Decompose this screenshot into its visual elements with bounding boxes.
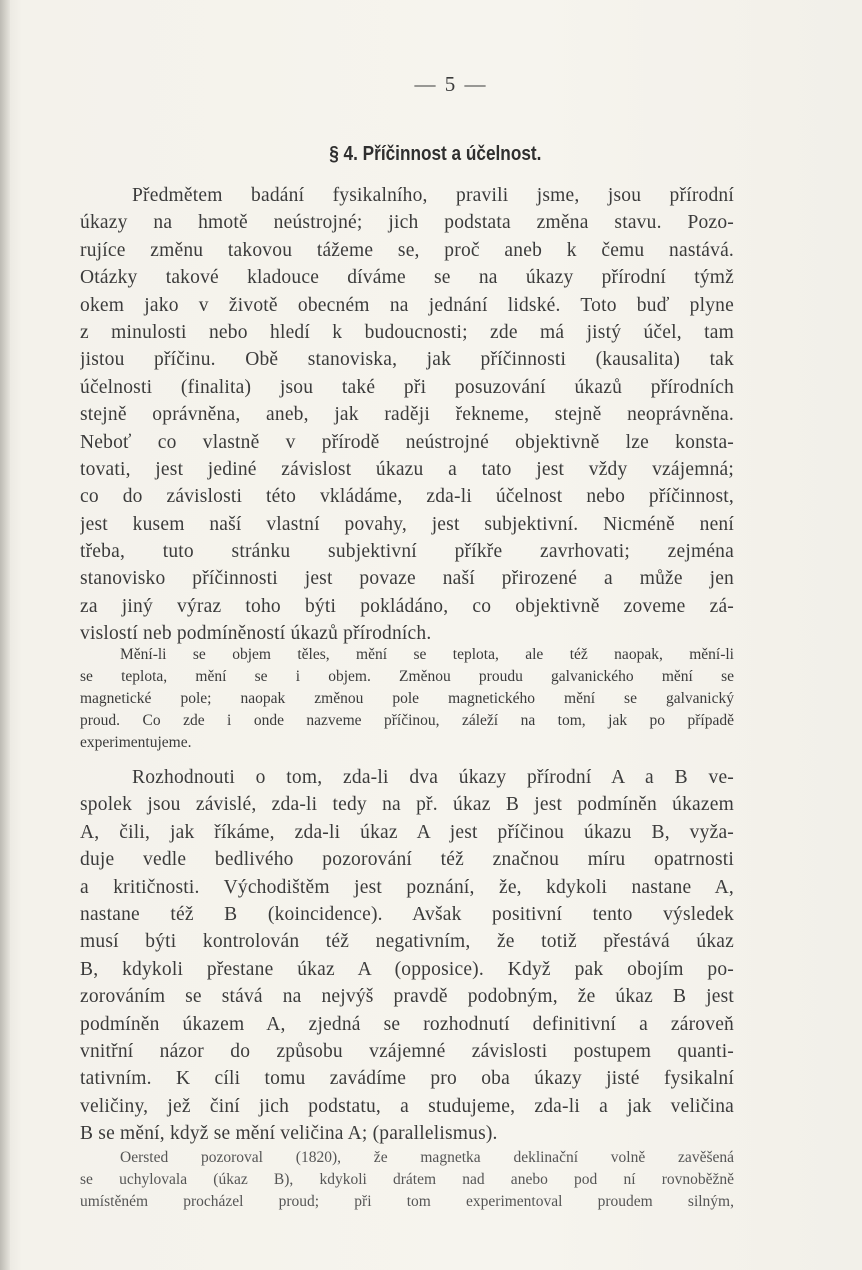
note-line: se uchylovala (úkaz B), kdykoli drátem nad anebo pod ní rovnoběžně (80, 1171, 734, 1188)
text-line: třeba, tuto stránku subjektivní příkře zavrhovati; zejména (80, 541, 734, 563)
paragraph-2 (80, 764, 734, 1147)
text-line: okem jako v životě obecném na jednání lidské. Toto buď plyne (80, 294, 734, 316)
page-gutter (0, 0, 10, 1270)
note-line: proud. Co zde i onde nazveme příčinou, záleží na tom, jak po případě (80, 712, 734, 729)
text-line: vnitřní názor do způsobu vzájemné závislosti postupem quanti- (80, 1040, 734, 1062)
text-line: Rozhodnouti o tom, zda-li dva úkazy přírodní A a B ve- (132, 767, 734, 788)
note-line: magnetické pole; naopak změnou pole magnetického mění se galvanický (80, 690, 734, 707)
text-line: B, kdykoli přestane úkaz A (opposice). Když pak obojím po- (80, 958, 734, 980)
note-1 (80, 644, 734, 754)
text-line: zorováním se stává na nejvýš pravdě podobným, že úkaz B jest (80, 986, 734, 1008)
text-line: Neboť co vlastně v přírodě neústrojné objektivně lze konsta- (80, 431, 734, 453)
text-line: stejně oprávněna, aneb, jak raději řekneme, stejně neoprávněna. (80, 404, 734, 426)
text-line: z minulosti nebo hledí k budoucnosti; zde má jistý účel, tam (80, 321, 734, 343)
text-line: duje vedle bedlivého pozorování též značnou míru opatrnosti (80, 849, 734, 871)
text-line: vislostí neb podmíněností úkazů přírodních. (80, 623, 432, 645)
text-line: Předmětem badání fysikalního, pravili jsme, jsou přírodní (132, 185, 734, 206)
text-line: A, čili, jak říkáme, zda-li úkaz A jest příčinou úkazu B, vyža- (80, 821, 734, 843)
note-line: Mění-li se objem těles, mění se teplota, ale též naopak, mění-li (120, 646, 734, 663)
note-line: experimentujeme. (80, 734, 192, 751)
text-line: spolek jsou závislé, zda-li tedy na př. úkaz B jest podmíněn úkazem (80, 794, 734, 816)
note-line: umístěném procházel proud; při tom experimentoval proudem silným, (80, 1193, 734, 1210)
text-line: nastane též B (koincidence). Avšak positivní tento výsledek (80, 903, 734, 925)
text-line: úkazy na hmotě neústrojné; jich podstata změna stavu. Pozo- (80, 212, 734, 234)
note-line: Oersted pozoroval (1820), že magnetka deklinační volně zavěšená (120, 1149, 734, 1166)
page-number: — 5 — (414, 72, 488, 96)
text-line: podmíněn úkazem A, zjedná se rozhodnutí definitivní a zároveň (80, 1013, 734, 1035)
text-line: tativním. K cíli tomu zavádíme pro oba úkazy jisté fysikalní (80, 1068, 734, 1090)
text-line: za jiný výraz toho býti pokládáno, co objektivně zoveme zá- (80, 595, 734, 617)
text-line: musí býti kontrolován též negativním, že totiž přestává úkaz (80, 931, 734, 953)
text-line: tovati, jest jediné závislost úkazu a tato jest vždy vzájemná; (80, 458, 734, 480)
note-line: se teplota, mění se i objem. Změnou proudu galvanického mění se (80, 668, 734, 685)
text-line: Otázky takové kladouce díváme se na úkazy přírodní týmž (80, 267, 734, 289)
section-heading: § 4. Příčinnost a účelnost. (329, 143, 542, 165)
text-line: rujíce změnu takovou tážeme se, proč aneb k čemu nastává. (80, 239, 734, 261)
text-line: B se mění, když se mění veličina A; (parallelismus). (80, 1123, 498, 1145)
text-line: co do závislosti této vkládáme, zda-li účelnost nebo příčinnost, (80, 486, 734, 508)
text-line: stanovisko příčinnosti jest povaze naší přirozené a může jen (80, 568, 734, 590)
text-line: jistou příčinu. Obě stanoviska, jak příčinnosti (kausalita) tak (80, 349, 734, 371)
text-line: a kritičnosti. Východištěm jest poznání, že, kdykoli nastane A, (80, 876, 734, 898)
text-line: účelnosti (finalita) jsou také při posuzování úkazů přírodních (80, 376, 734, 398)
text-line: jest kusem naší vlastní povahy, jest subjektivní. Nicméně není (80, 513, 734, 535)
note-2 (80, 1147, 734, 1213)
paragraph-1 (80, 182, 734, 648)
text-line: veličiny, jež činí jich podstatu, a studujeme, zda-li a jak veličina (80, 1095, 734, 1117)
